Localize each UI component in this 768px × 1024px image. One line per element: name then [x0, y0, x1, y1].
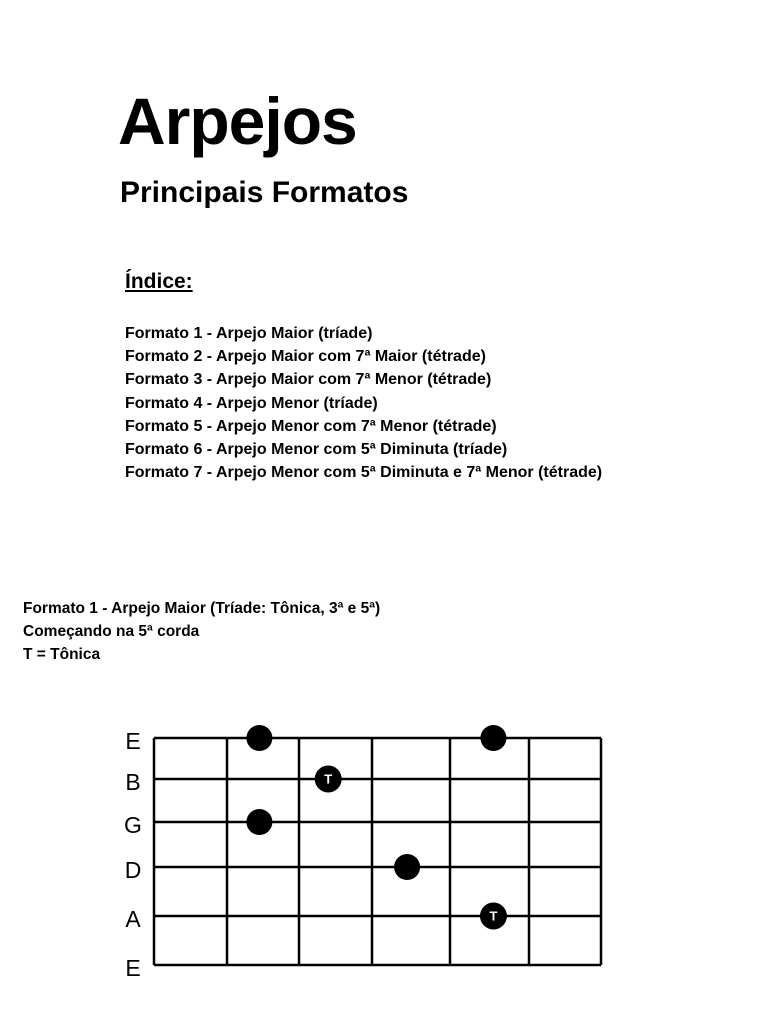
index-heading: Índice:: [125, 270, 193, 293]
string-label: B: [125, 769, 141, 796]
page-title: Arpejos: [118, 84, 357, 158]
index-item: Formato 3 - Arpejo Maior com 7ª Menor (tétrade): [125, 371, 492, 389]
string-label: A: [125, 906, 141, 933]
index-item: Formato 6 - Arpejo Menor com 5ª Diminuta (tríade): [125, 440, 508, 458]
string-label: G: [124, 812, 142, 839]
index-item: Formato 1 - Arpejo Maior (tríade): [125, 325, 373, 342]
note-dot: [246, 725, 272, 751]
note-dot: [246, 809, 272, 835]
string-label: E: [125, 728, 141, 755]
string-lines: [154, 738, 601, 965]
index-item: Formato 4 - Arpejo Menor (tríade): [125, 394, 378, 412]
tonic-label: T: [324, 771, 333, 787]
index-item: Formato 5 - Arpejo Menor com 7ª Menor (tétrade): [125, 417, 497, 435]
string-labels: [124, 728, 142, 981]
note-dot: [480, 725, 506, 751]
string-label: E: [125, 955, 141, 982]
page-subtitle: Principais Formatos: [120, 176, 409, 209]
note-dots: [246, 725, 507, 930]
string-label: D: [124, 857, 142, 884]
section-legend: T = Tônica: [23, 646, 101, 663]
index-item: Formato 7 - Arpejo Menor com 5ª Diminuta e 7ª Menor (tétrade): [125, 464, 603, 482]
fret-lines: [154, 738, 601, 965]
tonic-label: T: [489, 908, 498, 924]
section-start-string: Começando na 5ª corda: [23, 623, 200, 640]
note-dot: [394, 854, 420, 880]
index-item: Formato 2 - Arpejo Maior com 7ª Maior (tétrade): [125, 348, 486, 366]
section-title: Formato 1 - Arpejo Maior (Tríade: Tônica, 3ª e 5ª): [23, 600, 381, 617]
